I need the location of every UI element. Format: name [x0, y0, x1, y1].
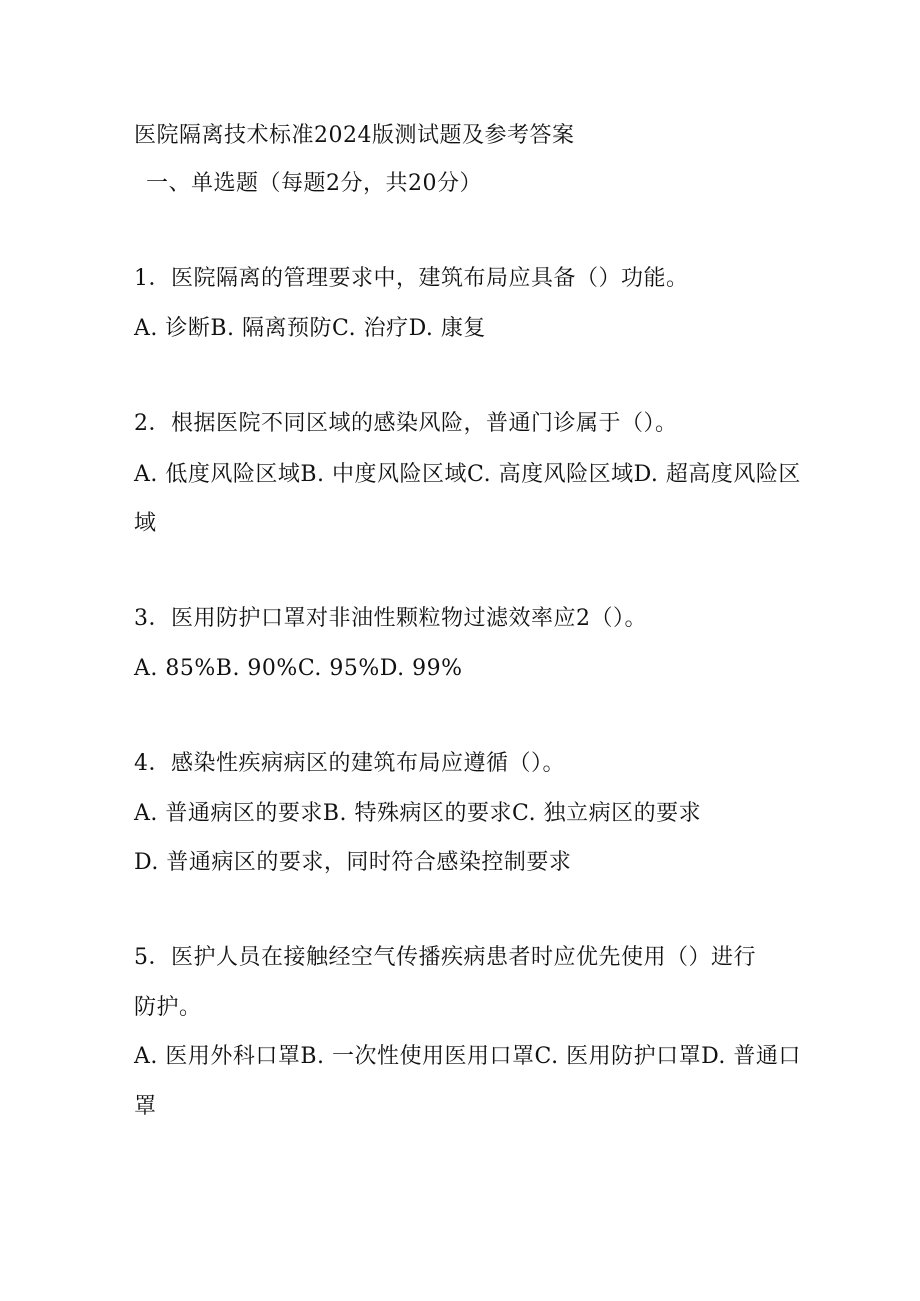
- question-5-options: A. 医用外科口罩B. 一次性使用医用口罩C. 医用防护口罩D. 普通口: [134, 1044, 801, 1069]
- question-1-stem: 1．医院隔离的管理要求中，建筑布局应具备（）功能。: [134, 266, 689, 291]
- question-4-options: A. 普通病区的要求B. 特殊病区的要求C. 独立病区的要求: [134, 801, 702, 826]
- document-title: 医院隔离技术标准2024版测试题及参考答案: [134, 123, 575, 148]
- question-3-stem: 3．医用防护口罩对非油性颗粒物过滤效率应2（）。: [134, 606, 647, 631]
- question-5-options-continued: 罩: [134, 1094, 157, 1119]
- question-3-options: A. 85%B. 90%C. 95%D. 99%: [134, 656, 463, 681]
- question-2-options-continued: 域: [134, 511, 157, 536]
- question-5-stem: 5．医护人员在接触经空气传播疾病患者时应优先使用（）进行: [134, 945, 756, 970]
- question-2-options: A. 低度风险区域B. 中度风险区域C. 高度风险区域D. 超高度风险区: [134, 462, 801, 487]
- question-1-options: A. 诊断B. 隔离预防C. 治疗D. 康复: [134, 316, 486, 341]
- question-4-options-continued: D. 普通病区的要求，同时符合感染控制要求: [134, 850, 572, 875]
- question-4-stem: 4．感染性疾病病区的建筑布局应遵循（）。: [134, 751, 565, 776]
- question-2-stem: 2．根据医院不同区域的感染风险，普通门诊属于（）。: [134, 411, 678, 436]
- section-heading: 一、单选题（每题2分，共20分）: [146, 171, 482, 196]
- question-5-stem-continued: 防护。: [134, 995, 202, 1020]
